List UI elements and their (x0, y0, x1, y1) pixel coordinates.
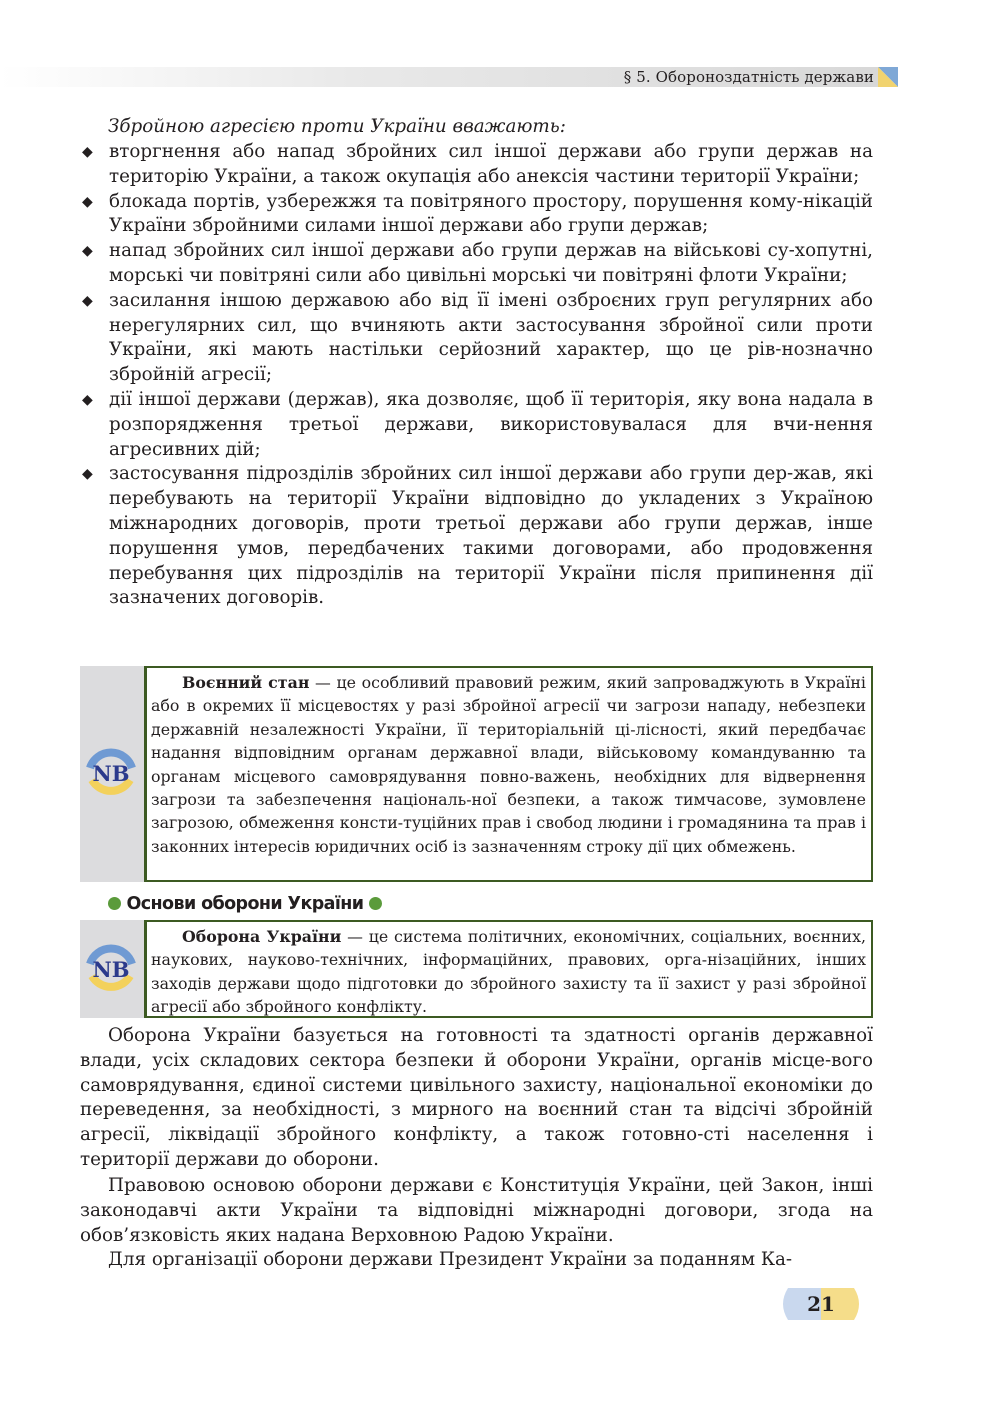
intro-line: Збройною агресією проти України вважають: (108, 116, 566, 137)
term-martial-law: Воєнний стан (182, 673, 310, 692)
running-header-title: § 5. Обороноздатність держави (623, 68, 874, 86)
diamond-bullet-icon: ◆ (82, 391, 93, 408)
paragraph: Оборона України базується на готовності та здатності органів державної влади, усіх складових сектора безпеки й оборони України, органів місце-вого самоврядування, єдиної системи цивільного захисту, національної економіки до переведення, за необхідності, з мирного на воєнний стан та відсічі збройній агресії, ліквідації збройного конфлікту, а також готовно-сті населення і території держави до оборони. (80, 1025, 873, 1170)
diamond-bullet-icon: ◆ (82, 292, 93, 309)
definition-box-martial-law (144, 666, 873, 882)
list-item: ◆ застосування підрозділів збройних сил іншої держави або групи дер-жав, які перебувають на території України відповідно до укладених з Україною міжнародних договорів, проти третьої держави або групи держав, інше порушення умов, передбачених такими договорами, або продовження перебування цих підрозділів на території України після припинення дії зазначених договорів. (82, 463, 873, 609)
green-dot-icon (369, 897, 382, 910)
term-defense: Оборона України (182, 927, 342, 946)
section-heading: Основи оборони України (108, 892, 382, 916)
green-dot-icon (108, 897, 121, 910)
aggression-list (80, 140, 873, 611)
svg-text:NB: NB (92, 957, 130, 982)
diamond-bullet-icon: ◆ (82, 466, 93, 483)
diamond-bullet-icon: ◆ (82, 144, 93, 160)
definition-box-defense (144, 920, 873, 1018)
diamond-bullet-icon: ◆ (82, 243, 93, 260)
definition-text: — це система політичних, економічних, соціальних, воєнних, наукових, науково-технічних, інформаційних, правових, орга-нізаційних, інших заходів держави щодо підготовки до збройного захисту та її захист у разі збройної агресії або збройного конфлікту. (151, 927, 866, 1017)
list-item: ◆ блокада портів, узбережжя та повітряного простору, порушення кому-нікацій України збройними силами іншої держави або групи держав; (82, 190, 873, 237)
paragraph: Для організації оборони держави Президент України за поданням Ка- (108, 1249, 793, 1270)
list-item: ◆ напад збройних сил іншої держави або групи держав на військові су-хопутні, морські чи повітряні сили або цивільні морські чи повітряні флоти України; (82, 240, 873, 286)
list-item: ◆ засилання іншою державою або від її імені озброєних груп регулярних або нерегулярних сил, що вчиняють акти застосування збройної сили проти України, які мають настільки серйозний характер, що це рів-нозначно збройній агресії; (82, 289, 873, 386)
definition-text: — це особливий правовий режим, який запроваджують в Україні або в окремих її місцевостях у разі збройної агресії чи загрози нападу, небезпеки державній незалежності України, її територіальній ці-лісності, який передбачає надання відповідним органам державної влади, військовому командуванню та органам місцевого самоврядування повно-важень, необхідних для відвернення загрози та забезпечення національ-ної безпеки, а також тимчасове, зумовлене загрозою, обмеження консти-туційних прав і свобод людини і громадянина та прав і законних інтересів юридичних осіб із зазначенням строку дії цих обмежень. (151, 673, 866, 856)
paragraph: Правовою основою оборони держави є Конституція України, цей Закон, інші законодавчі акти України та відповідні міжнародні договори, згода на обов’язковість яких надана Верховною Радою України. (80, 1175, 873, 1246)
nb-note-icon (86, 740, 136, 804)
page-number: 21 (807, 1292, 835, 1316)
nb-note-icon (86, 936, 136, 1000)
list-item: ◆ вторгнення або напад збройних сил іншої держави або групи держав на територію України, а також окупація або анексія частини території України; (82, 141, 873, 187)
corner-ribbon-icon (878, 67, 898, 87)
svg-text:NB: NB (92, 761, 130, 786)
list-item: ◆ дії іншої держави (держав), яка дозволяє, щоб її територія, яку вона надала в розпорядження третьої держави, використовувалася для вчи-нення агресивних дій; (82, 388, 873, 460)
diamond-bullet-icon: ◆ (82, 193, 93, 210)
